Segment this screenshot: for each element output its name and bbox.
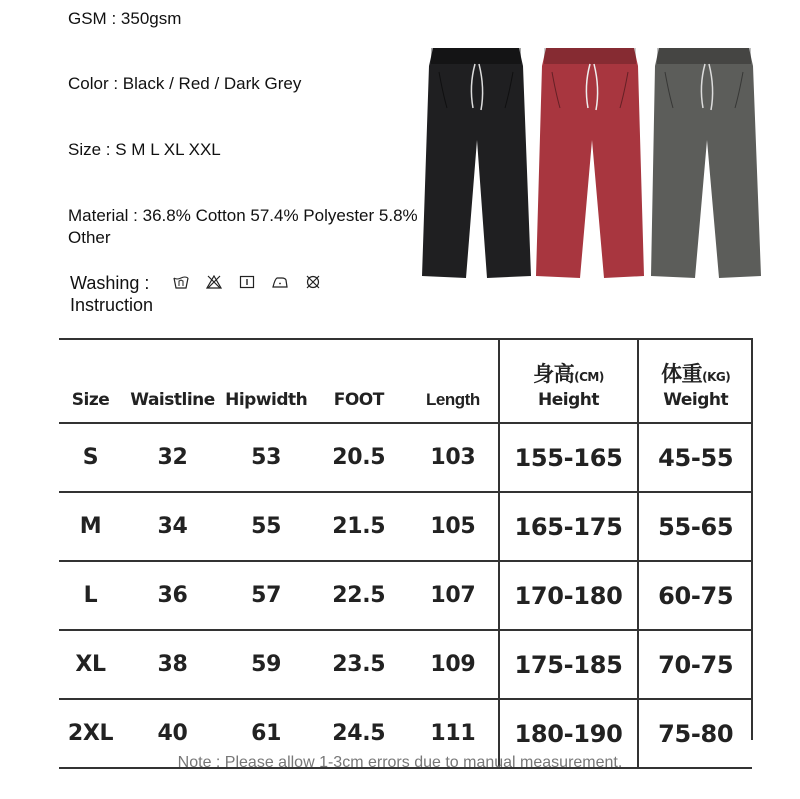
cell-weight: 60-75: [638, 561, 752, 630]
header-weight-cn: 体重: [661, 362, 703, 386]
header-weight-unit: (KG): [702, 370, 731, 384]
red-pants: [534, 48, 649, 280]
cell-height: 170-180: [499, 561, 639, 630]
header-waistline: Waistline: [130, 390, 215, 410]
cell-length: 107: [430, 583, 476, 608]
cell-size: 2XL: [67, 721, 114, 746]
cell-foot: 24.5: [332, 721, 386, 746]
header-height-en: Height: [538, 390, 599, 410]
cell-hip: 61: [251, 721, 282, 746]
spec-color: [68, 73, 301, 95]
color-label: Color :: [68, 74, 123, 93]
cell-length: 105: [430, 514, 476, 539]
cell-weight: 55-65: [638, 492, 752, 561]
washing-label-2: Instruction: [70, 295, 154, 315]
cell-foot: 21.5: [332, 514, 386, 539]
cell-height: 165-175: [499, 492, 639, 561]
no-bleach-icon: [206, 275, 222, 289]
cell-hip: 53: [251, 445, 282, 470]
cell-height: 180-190: [499, 699, 639, 768]
header-height-cn: 身高: [533, 362, 575, 386]
header-weight-en: Weight: [663, 390, 729, 410]
gsm-label: GSM :: [68, 9, 121, 28]
washing-instruction: [70, 272, 153, 316]
table-header-row: [59, 339, 752, 423]
size-value: S M L XL XXL: [115, 140, 221, 159]
cell-waist: 36: [157, 583, 188, 608]
header-hipwidth: Hipwidth: [225, 390, 308, 410]
color-value: Black / Red / Dark Grey: [122, 74, 302, 93]
cell-weight: 45-55: [638, 423, 752, 492]
hand-wash-icon: [173, 275, 189, 289]
header-size: Size: [71, 390, 110, 410]
cell-length: 111: [430, 721, 476, 746]
table-row: [59, 561, 752, 630]
cell-foot: 20.5: [332, 445, 386, 470]
low-iron-icon: [272, 275, 288, 289]
size-label: Size :: [68, 140, 116, 159]
cell-height: 175-185: [499, 630, 639, 699]
cell-size: M: [79, 514, 102, 539]
cell-waist: 32: [157, 445, 188, 470]
cell-height: 155-165: [499, 423, 639, 492]
washing-label: Washing :: [70, 273, 150, 293]
header-height: [499, 339, 639, 423]
header-length: Length: [426, 390, 480, 409]
cell-length: 103: [430, 445, 476, 470]
cell-length: 109: [430, 652, 476, 677]
cell-hip: 55: [251, 514, 282, 539]
header-height-unit: (CM): [574, 370, 604, 384]
cell-size: XL: [75, 652, 106, 677]
cell-waist: 40: [157, 721, 188, 746]
table-right-border: [751, 338, 753, 740]
cell-foot: 23.5: [332, 652, 386, 677]
cell-hip: 59: [251, 652, 282, 677]
table-row: [59, 630, 752, 699]
no-dry-clean-icon: [305, 275, 321, 289]
measurement-note: Note : Please allow 1-3cm errors due to manual measurement.: [177, 754, 623, 771]
gsm-value: 350gsm: [120, 9, 182, 28]
header-weight: [638, 339, 752, 423]
header-foot: FOOT: [333, 390, 384, 410]
cell-foot: 22.5: [332, 583, 386, 608]
cell-weight: 70-75: [638, 630, 752, 699]
table-row: [59, 492, 752, 561]
tumble-dry-icon: [239, 275, 255, 289]
cell-waist: 34: [157, 514, 188, 539]
spec-gsm: [68, 8, 181, 30]
spec-size: [68, 139, 221, 161]
dark-grey-pants: [647, 48, 763, 280]
table-row: [59, 423, 752, 492]
size-chart-table: [59, 338, 752, 769]
cell-size: L: [83, 583, 98, 608]
care-icons: [173, 275, 321, 289]
material-label: Material :: [68, 206, 143, 225]
cell-hip: 57: [251, 583, 282, 608]
cell-size: S: [82, 445, 99, 470]
cell-weight: 75-80: [638, 699, 752, 768]
black-pants: [419, 48, 534, 280]
material-value: 36.8% Cotton 57.4% Polyester 5.8% Other: [68, 206, 418, 247]
cell-waist: 38: [157, 652, 188, 677]
spec-material: [68, 205, 428, 249]
